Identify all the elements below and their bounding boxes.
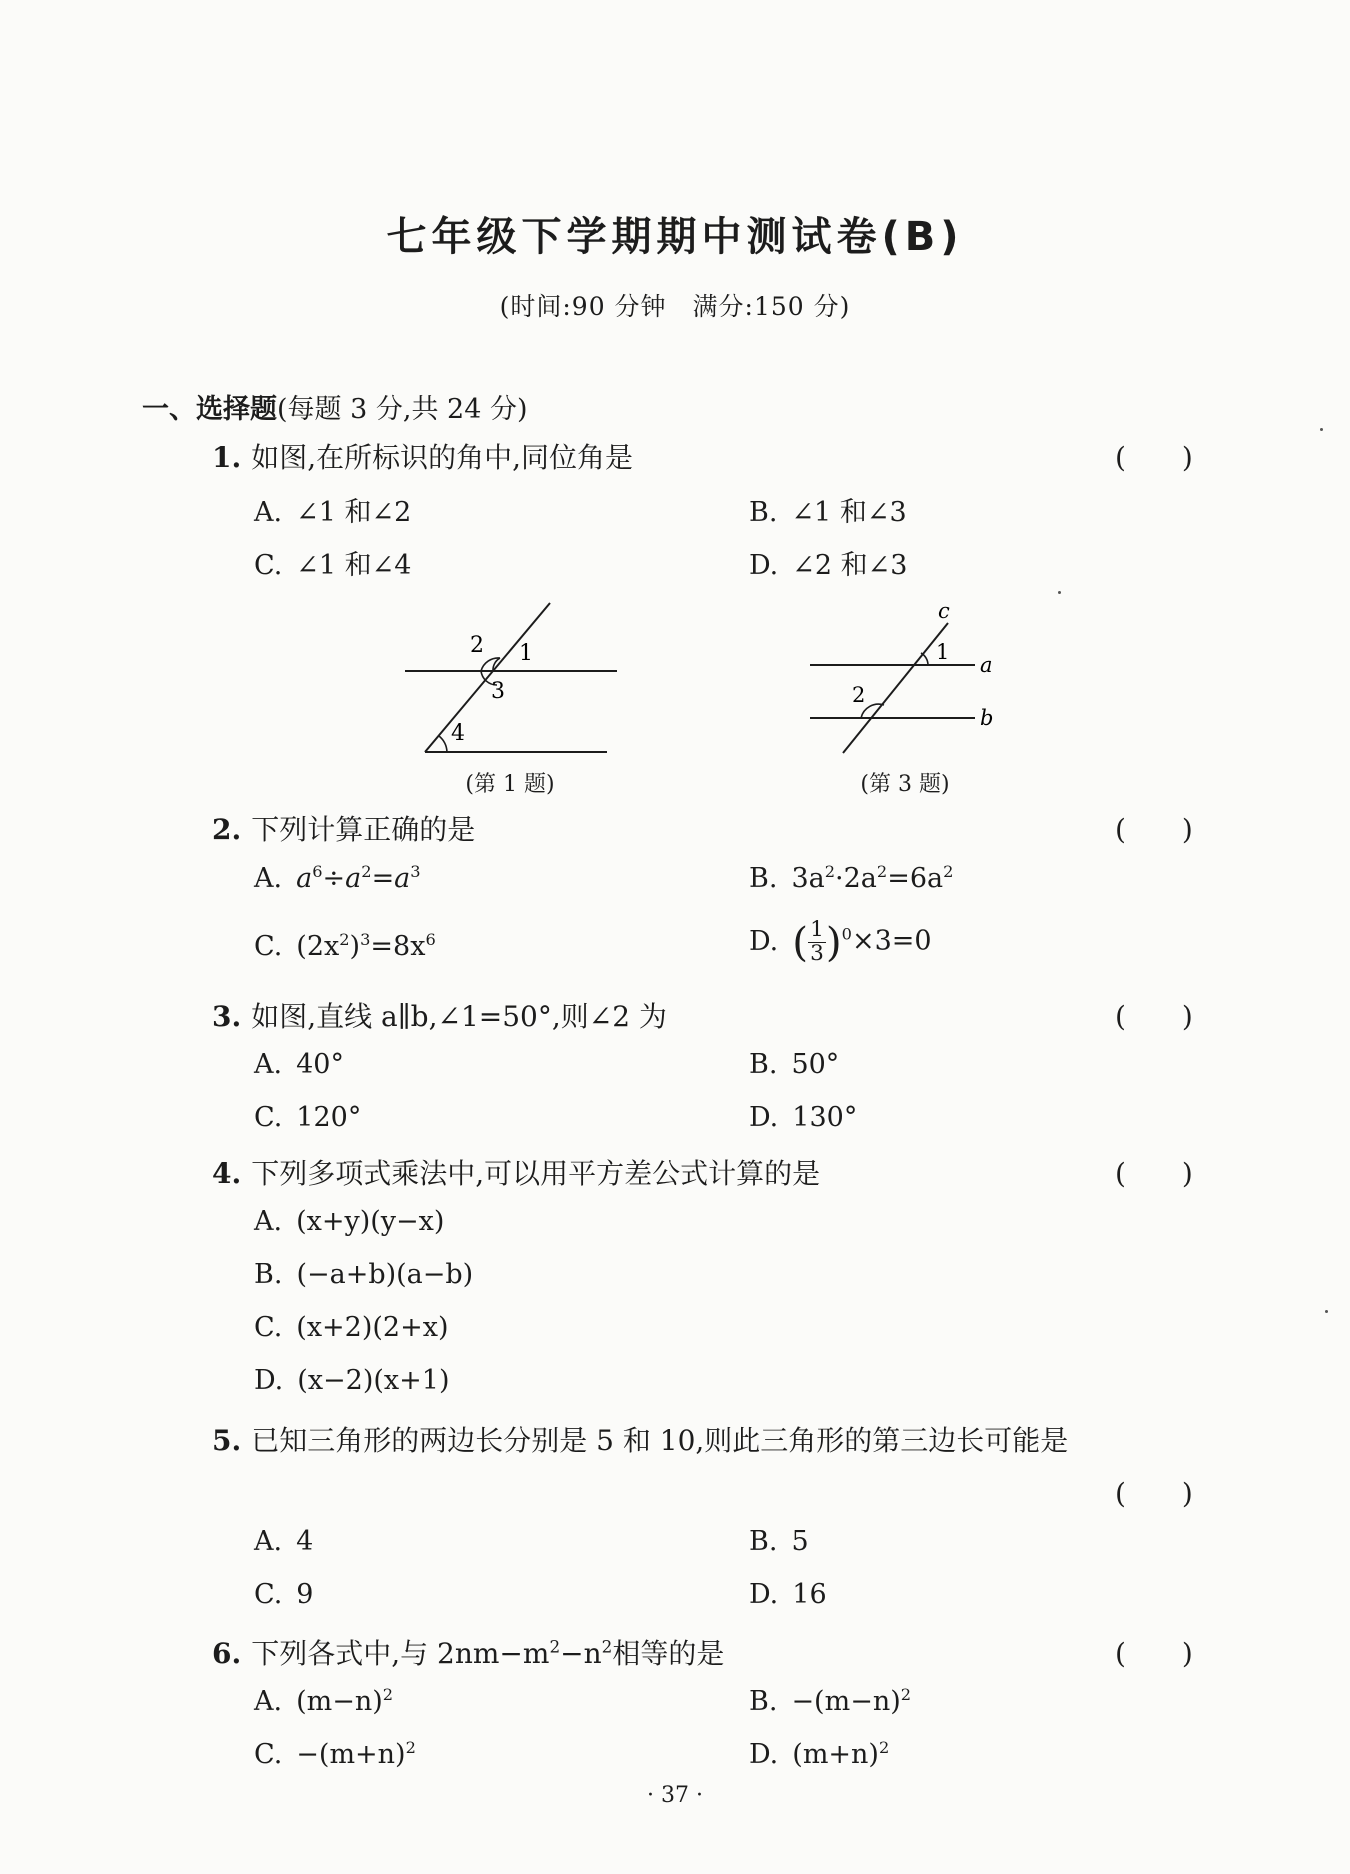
option-text: 4 [296,1526,314,1557]
question-text: 已知三角形的两边长分别是 5 和 10,则此三角形的第三边长可能是 [251,1424,1069,1457]
option-3c[interactable] [254,1102,361,1133]
question-number: 3. [212,1000,242,1033]
option-text: ∠2 和∠3 [792,550,908,581]
answer-paren-4[interactable]: ( ) [1115,1157,1193,1190]
option-text: (x+y)(y−x) [296,1206,445,1237]
fig1-label-4: 4 [451,721,465,746]
question-number: 1. [212,441,242,474]
answer-paren-1[interactable]: ( ) [1115,441,1193,474]
exponent: 6 [312,862,323,881]
fig3-label-c: c [938,599,950,623]
fig3-label-2: 2 [852,683,866,707]
exponent: 2 [878,1738,890,1757]
option-label: D. [749,1739,779,1770]
section-title: 一、选择题 [142,394,277,425]
option-text: (2x [296,931,340,962]
question-text: −n [560,1637,602,1670]
question-text: 下列各式中,与 2nm−m [251,1637,550,1670]
option-label: B. [254,1259,283,1290]
option-label: A. [254,1686,283,1717]
option-3a[interactable] [254,1049,344,1080]
option-5c[interactable] [254,1579,313,1610]
option-label: C. [254,1102,283,1133]
fig3-label-1: 1 [936,640,950,664]
exponent: 2 [900,1685,912,1704]
exponent: 0 [841,924,852,944]
scan-speck [1325,1310,1328,1313]
exponent: 2 [382,1685,394,1704]
answer-paren-6[interactable]: ( ) [1115,1637,1193,1670]
option-6b[interactable] [749,1685,911,1717]
option-5a[interactable] [254,1526,313,1557]
option-label: D. [749,1102,779,1133]
option-text: =6a [887,863,944,894]
option-5d[interactable] [749,1579,827,1610]
figure-1 [395,595,635,765]
option-1c[interactable] [254,543,411,582]
option-text: ÷a [322,863,362,894]
option-3b[interactable] [749,1049,839,1080]
option-text: (m−n) [296,1686,383,1717]
exponent: 6 [425,930,436,949]
option-5b[interactable] [749,1526,809,1557]
option-label: C. [254,1579,283,1610]
fig1-label-3: 3 [491,679,505,704]
option-1a[interactable] [254,490,411,529]
option-text: =a [371,863,411,894]
option-text: 120° [296,1102,362,1133]
section-heading [142,387,528,426]
option-text: ·2a [835,863,877,894]
exam-info: (时间:90 分钟 满分:150 分) [499,292,851,321]
question-4 [212,1152,820,1192]
right-paren: ) [825,918,842,966]
question-text: 如图,在所标识的角中,同位角是 [251,441,634,474]
option-text: (−a+b)(a−b) [296,1259,474,1290]
option-text: =8x [370,931,426,962]
option-text: 9 [296,1579,314,1610]
option-2a[interactable] [254,862,421,894]
option-label: A. [254,1049,283,1080]
fig1-label-2: 2 [470,633,484,658]
fraction [808,916,826,966]
exponent: 2 [876,862,888,881]
exponent: 2 [824,862,836,881]
option-1d[interactable] [749,543,907,582]
option-2d[interactable] [749,918,932,966]
option-4a[interactable] [254,1206,444,1237]
option-text: −(m+n) [296,1739,406,1770]
exponent: 2 [339,930,350,949]
figure-3 [800,595,1020,765]
section-note: (每题 3 分,共 24 分) [277,394,528,425]
option-4d[interactable] [254,1365,449,1396]
exponent: 2 [361,862,372,881]
answer-paren-5[interactable]: ( ) [1115,1477,1193,1510]
question-number: 2. [212,813,242,846]
option-label: C. [254,931,283,962]
figure-1-caption: (第 1 题) [465,772,555,797]
question-number: 6. [212,1637,242,1670]
left-paren: ( [792,918,809,966]
answer-paren-3[interactable]: ( ) [1115,1000,1193,1033]
option-2b[interactable] [749,862,953,894]
page-number: · 37 · [647,1783,703,1808]
fig1-angle-4-arc [439,736,447,752]
scan-speck [1058,591,1061,594]
option-text: ∠1 和∠2 [296,497,412,528]
option-6c[interactable] [254,1738,416,1770]
option-text: 3a [791,863,825,894]
option-6d[interactable] [749,1738,889,1770]
fig1-transversal [425,603,550,752]
scan-speck [1320,428,1323,431]
question-text: 下列计算正确的是 [251,813,476,846]
option-text: 5 [791,1526,809,1557]
option-label: D. [749,1579,779,1610]
question-number: 4. [212,1157,242,1190]
option-text: −(m−n) [791,1686,901,1717]
option-text: a [296,863,313,894]
option-label: A. [254,1206,283,1237]
option-2c[interactable] [254,930,436,962]
option-label: C. [254,550,283,581]
option-label: B. [749,1049,778,1080]
option-text: 50° [791,1049,840,1080]
option-label: B. [749,863,778,894]
option-label: D. [749,925,779,957]
option-text: 130° [792,1102,858,1133]
option-4b[interactable] [254,1259,473,1290]
option-4c[interactable] [254,1312,448,1343]
option-3d[interactable] [749,1102,857,1133]
option-label: C. [254,1312,283,1343]
fig3-label-a: a [980,653,993,677]
option-label: B. [749,1686,778,1717]
question-5 [212,1419,1068,1459]
option-label: D. [254,1365,284,1396]
question-text: 下列多项式乘法中,可以用平方差公式计算的是 [251,1157,821,1190]
exponent: 2 [405,1738,416,1757]
option-1b[interactable] [749,490,907,529]
exponent: 3 [360,930,371,949]
option-text: ∠1 和∠3 [791,497,907,528]
option-text: ) [349,931,361,962]
question-number: 5. [212,1424,242,1457]
option-text: 16 [792,1579,827,1610]
option-6a[interactable] [254,1685,393,1717]
option-text: (x−2)(x+1) [297,1365,450,1396]
figure-3-caption: (第 3 题) [860,772,950,797]
question-6 [212,1632,724,1672]
option-text: (m+n) [792,1739,879,1770]
option-label: C. [254,1739,283,1770]
exponent: 2 [601,1636,613,1657]
fig1-label-1: 1 [519,641,533,666]
exponent: 3 [410,862,421,881]
question-text: 如图,直线 a∥b,∠1=50°,则∠2 为 [251,1000,667,1033]
option-label: A. [254,863,283,894]
option-text: 40° [296,1049,344,1080]
exponent: 2 [549,1636,561,1657]
option-label: D. [749,550,779,581]
option-label: B. [749,1526,778,1557]
option-label: A. [254,1526,283,1557]
numerator: 1 [810,916,824,942]
question-2 [212,808,475,848]
denominator: 3 [810,940,824,966]
exponent: 2 [943,862,954,881]
question-3 [212,995,667,1035]
option-text: ×3=0 [851,925,932,957]
option-label: B. [749,497,778,528]
option-text: ∠1 和∠4 [296,550,412,581]
question-text: 相等的是 [612,1637,725,1670]
page-title: 七年级下学期期中测试卷(B) [386,214,964,260]
option-label: A. [254,497,283,528]
answer-paren-2[interactable]: ( ) [1115,813,1193,846]
fig3-label-b: b [980,706,994,730]
question-1 [212,436,633,476]
option-text: (x+2)(2+x) [296,1312,449,1343]
